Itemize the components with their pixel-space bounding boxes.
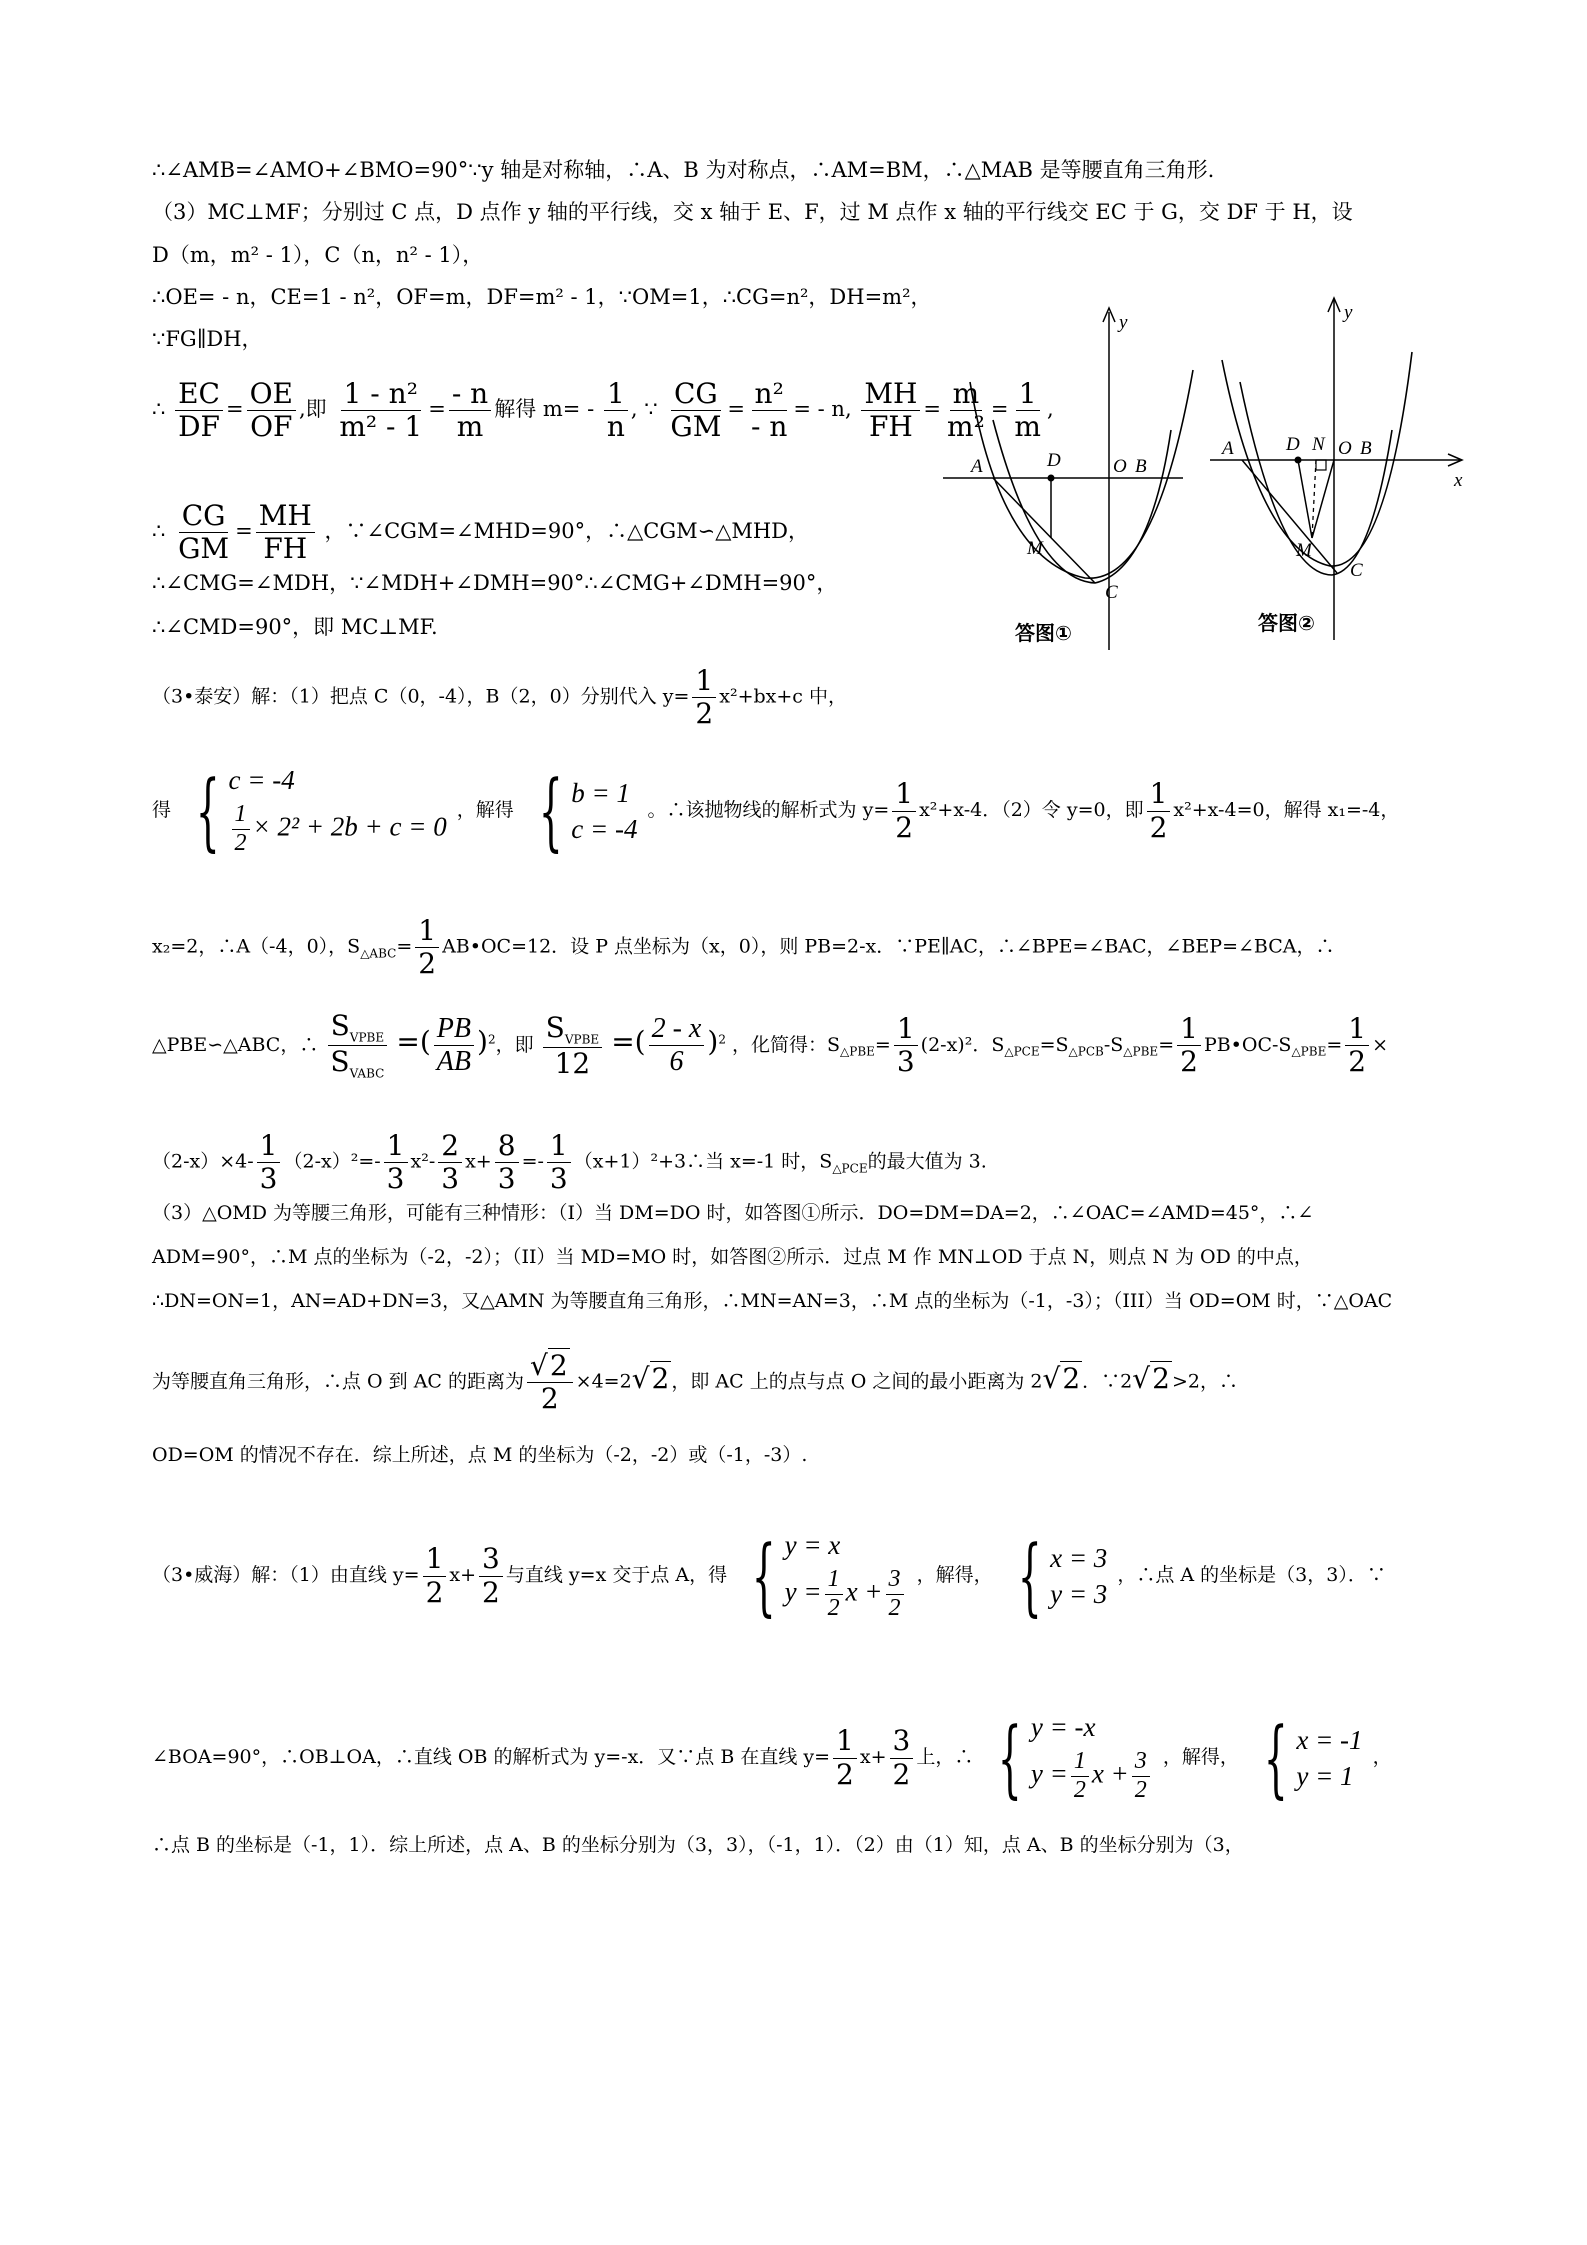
- text-line: （3）△OMD 为等腰三角形，可能有三种情形：（I）当 DM=DO 时，如答图①所示．DO=DM=DA=2，∴∠OAC=∠AMD=45°，∴∠: [152, 1202, 1314, 1224]
- text-line: （2-x）×4- $\frac{1}{3}$ （2-x）²=- $\frac{1}{3}$ x²- $\frac{2}{3}$ x+ $\frac{8}{3}$ =- $\frac{1}{3}$ （x+1）²+3∴当 x=-1 时，$S_{\triangle PCE}$的最大值为 3.: [152, 1129, 987, 1196]
- text-line: 为等腰直角三角形，∴点 O 到 AC 的距离为 $\frac{√2}{2}$ ×4=2√2 ，即 AC 上的点与点 O 之间的最小距离为 2√2 ．∵2√2 >2，∴: [152, 1349, 1238, 1416]
- fraction: $\frac{3}{2}$: [890, 1725, 914, 1790]
- parabola-inner: [993, 420, 1171, 583]
- segment-ac: [993, 478, 1095, 583]
- label-o: O: [1338, 438, 1352, 459]
- label-c: C: [1105, 582, 1118, 603]
- fraction: $\frac{OE}{OF}$: [247, 378, 296, 443]
- fraction: $\frac{\text{1 - n²}}{\text{m² - 1}}$: [339, 377, 423, 444]
- label-a: A: [1222, 438, 1234, 459]
- right-angle-mark: [1316, 460, 1326, 470]
- label-c: C: [1350, 560, 1363, 581]
- equation-system: { y = -x y = $\frac{1}{2}$ x + $\frac{3}{2}$: [983, 1712, 1152, 1804]
- figure-2: [1200, 290, 1470, 650]
- text-line: D（m，m² - 1），C（n，n² - 1），: [152, 243, 484, 267]
- equation-system: { y = x y = $\frac{1}{2}$ x + $\frac{3}{2}$: [737, 1530, 906, 1622]
- text-line: ∴DN=ON=1，AN=AD+DN=3，又△AMN 为等腰直角三角形，∴MN=AN=3，∴M 点的坐标为（-1，-3）；（III）当 OD=OM 时，∵△OAC: [152, 1290, 1393, 1312]
- fraction: $\frac{1}{2}$: [423, 1543, 447, 1608]
- label-x: x: [1454, 470, 1463, 491]
- equation-system: { b = 1 c = -4: [538, 762, 638, 861]
- text-line: （3•泰安）解：（1）把点 C（0，-4），B（2，0）分别代入 y= $\frac{1}{2}$ x²+bx+c 中，: [152, 664, 847, 731]
- fraction: $\frac{\text{n²}}{- n}$: [750, 377, 788, 444]
- fraction: $\frac{√2}{2}$: [527, 1350, 573, 1415]
- fraction: $\frac{MH}{FH}$: [861, 378, 920, 443]
- fraction: $\frac{CG}{GM}$: [178, 499, 230, 566]
- point-d: [1048, 475, 1055, 482]
- fraction: $\frac{CG}{GM}$: [670, 377, 722, 444]
- point-d: [1295, 457, 1302, 464]
- fraction: $\frac{PB}{AB}$: [434, 1013, 474, 1078]
- equation-line: ∴ $\frac{EC}{DF}$ = $\frac{OE}{OF}$ ,即 $\frac{\text{1 - n²}}{\text{m² - 1}}$ = $\frac{- n}{m}$ 解得 m= - $\frac{1}{n}$ , ∵ $\frac{CG}{GM}$ = $\frac{\text{n²}}{- n}$ = - n, $\frac{MH}{FH}$ = $\frac{m}{\text{m²}}$ = $\frac{1}{m}$ ,: [152, 377, 1054, 444]
- text-line: （3）MC⊥MF；分别过 C 点，D 点作 y 轴的平行线，交 x 轴于 E、F，过 M 点作 x 轴的平行线交 EC 于 G，交 DF 于 H，设: [152, 200, 1353, 224]
- parabola-outer: [970, 370, 1193, 578]
- label-m: M: [1027, 538, 1043, 559]
- text-line: ADM=90°，∴M 点的坐标为（-2，-2）；（II）当 MD=MO 时，如答图②所示．过点 M 作 MN⊥OD 于点 N，则点 N 为 OD 的中点，: [152, 1246, 1313, 1268]
- fraction: $\frac{1}{2}$: [1177, 1013, 1201, 1078]
- fraction: $\frac{1}{2}$: [892, 778, 916, 843]
- fraction: $\frac{1}{n}$: [604, 378, 628, 443]
- fraction: $\frac{2}{3}$: [438, 1130, 462, 1195]
- text-line: ∴∠CMD=90°，即 MC⊥MF.: [152, 615, 438, 639]
- equation-system: { x = 3 y = 3: [1017, 1527, 1108, 1626]
- segment-dm: [1298, 460, 1312, 538]
- text-line: △PBE∽△ABC，∴ $S_{VPBE}$ $S_{VABC}$ =( $\frac{PB}{AB}$ )$^2$，即 $S_{VPBE}$ 12 =( $\frac{2 - x}{6}$ )$^2$ ，化简得：$S_{\triangle PBE}=$ $\frac{1}{3}$ (2-x)²．$S_{\triangle PCE}=S_{\triangle PCB}-S_{\triangle PBE}=$ $\frac{1}{2}$ $PB•OC-S_{\triangle PBE}=$ $\frac{1}{2}$ ×: [152, 1009, 1389, 1081]
- fraction: $\frac{EC}{DF}$: [175, 378, 223, 443]
- similarity-line: ∴ $\frac{CG}{GM}$ = $\frac{MH}{FH}$ ，∵∠CGM=∠MHD=90°，∴△CGM∽△MHD，: [152, 499, 809, 566]
- text-line: x₂=2，∴A（-4，0），$S_{\triangle ABC}=$ $\frac{1}{2}$ AB•OC=12．设 P 点坐标为（x，0），则 PB=2-x．∵PE∥AC，∴∠BPE=∠BAC，∠BEP=∠BCA，∴: [152, 914, 1335, 981]
- fraction: $\frac{2 - x}{6}$: [649, 1013, 705, 1078]
- figure-1-label: 答图①: [1015, 621, 1072, 645]
- fraction: $\frac{1}{2}$: [1345, 1013, 1369, 1078]
- text-line: OD=OM 的情况不存在．综上所述，点 M 的坐标为（-2，-2）或（-1，-3）.: [152, 1444, 808, 1466]
- system-line: 得 { c = -4 $\frac{1}{2}$ × 2² + 2b + c = 0 ，解得 { b = 1 c = -4 。∴该抛物线的解析式为 y= $\frac{1}{2}$ x²+x-4．（2）令 y=0，即 $\frac{1}{2}$ x²+x-4=0，解得 x₁=-4，: [152, 762, 1400, 861]
- label-d: D: [1047, 450, 1061, 471]
- text-line: ∵FG∥DH，: [152, 327, 263, 351]
- fraction: $\frac{8}{3}$: [495, 1130, 519, 1195]
- text-line: ∴∠CMG=∠MDH，∵∠MDH+∠DMH=90°∴∠CMG+∠DMH=90°，: [152, 571, 838, 595]
- parabola-outer: [1222, 352, 1412, 566]
- label-b: B: [1360, 438, 1372, 459]
- fraction: $\frac{1}{2}$: [692, 665, 716, 730]
- fraction: $\frac{1}{3}$: [257, 1130, 281, 1195]
- equation-system: { x = -1 y = 1: [1263, 1709, 1363, 1808]
- fraction: $\frac{- n}{m}$: [449, 378, 491, 443]
- fraction: $\frac{1}{m}$: [1014, 377, 1041, 444]
- fraction: $\frac{1}{3}$: [894, 1013, 918, 1078]
- label-d: D: [1286, 434, 1300, 455]
- text-line: ∴点 B 的坐标是（-1，1）．综上所述，点 A、B 的坐标分别为（3，3），（-1，1）．（2）由（1）知，点 A、B 的坐标分别为（3，: [152, 1834, 1244, 1856]
- label-y: y: [1344, 302, 1353, 323]
- fraction: $\frac{MH}{FH}$: [256, 500, 315, 565]
- fraction: $\frac{3}{2}$: [479, 1543, 503, 1608]
- label-o: O: [1113, 456, 1127, 477]
- fraction: $S_{VPBE}$ 12: [543, 1012, 603, 1081]
- figure-2-label: 答图②: [1258, 611, 1315, 635]
- system-line: （3•威海）解：（1）由直线 y= $\frac{1}{2}$ x+ $\frac{3}{2}$ 与直线 y=x 交于点 A，得 { y = x y = $\frac{1}{2}$ x + $\frac{3}{2}$ ，解得， { x = 3 y = 3 ，∴点 A 的坐标是（3，3）．∵: [152, 1527, 1386, 1626]
- figure-1: [935, 300, 1205, 660]
- label-m: M: [1296, 540, 1312, 561]
- fraction: $\frac{1}{3}$: [384, 1130, 408, 1195]
- equation-system: { c = -4 $\frac{1}{2}$ × 2² + 2b + c = 0: [195, 762, 447, 861]
- label-a: A: [971, 456, 983, 477]
- segment-ac: [1242, 460, 1337, 573]
- fraction: $\frac{1}{2}$: [833, 1725, 857, 1790]
- fraction: $S_{VPBE}$ $S_{VABC}$: [327, 1010, 387, 1082]
- label-n: N: [1312, 434, 1325, 455]
- label-y: y: [1119, 312, 1128, 333]
- system-line: ∠BOA=90°，∴OB⊥OA，∴直线 OB 的解析式为 y=-x．又∵点 B 在直线 y= $\frac{1}{2}$ x+ $\frac{3}{2}$ 上，∴ { y = -x y = $\frac{1}{2}$ x + $\frac{3}{2}$ ，解得， { x = -1 y = 1 ，: [152, 1709, 1392, 1808]
- fraction: $\frac{1}{2}$: [1147, 778, 1171, 843]
- fraction: $\frac{1}{2}$: [415, 915, 439, 980]
- text-line: ∴OE= - n，CE=1 - n²，OF=m，DF=m² - 1，∵OM=1，∴CG=n²，DH=m²，: [152, 285, 932, 309]
- fraction: $\frac{1}{3}$: [547, 1130, 571, 1195]
- fraction: $\frac{m}{\text{m²}}$: [947, 377, 985, 444]
- text-line: ∴∠AMB=∠AMO+∠BMO=90°∵y 轴是对称轴，∴A、B 为对称点，∴AM=BM，∴△MAB 是等腰直角三角形.: [152, 158, 1215, 182]
- label-b: B: [1135, 456, 1147, 477]
- parabola-inner: [1240, 382, 1392, 575]
